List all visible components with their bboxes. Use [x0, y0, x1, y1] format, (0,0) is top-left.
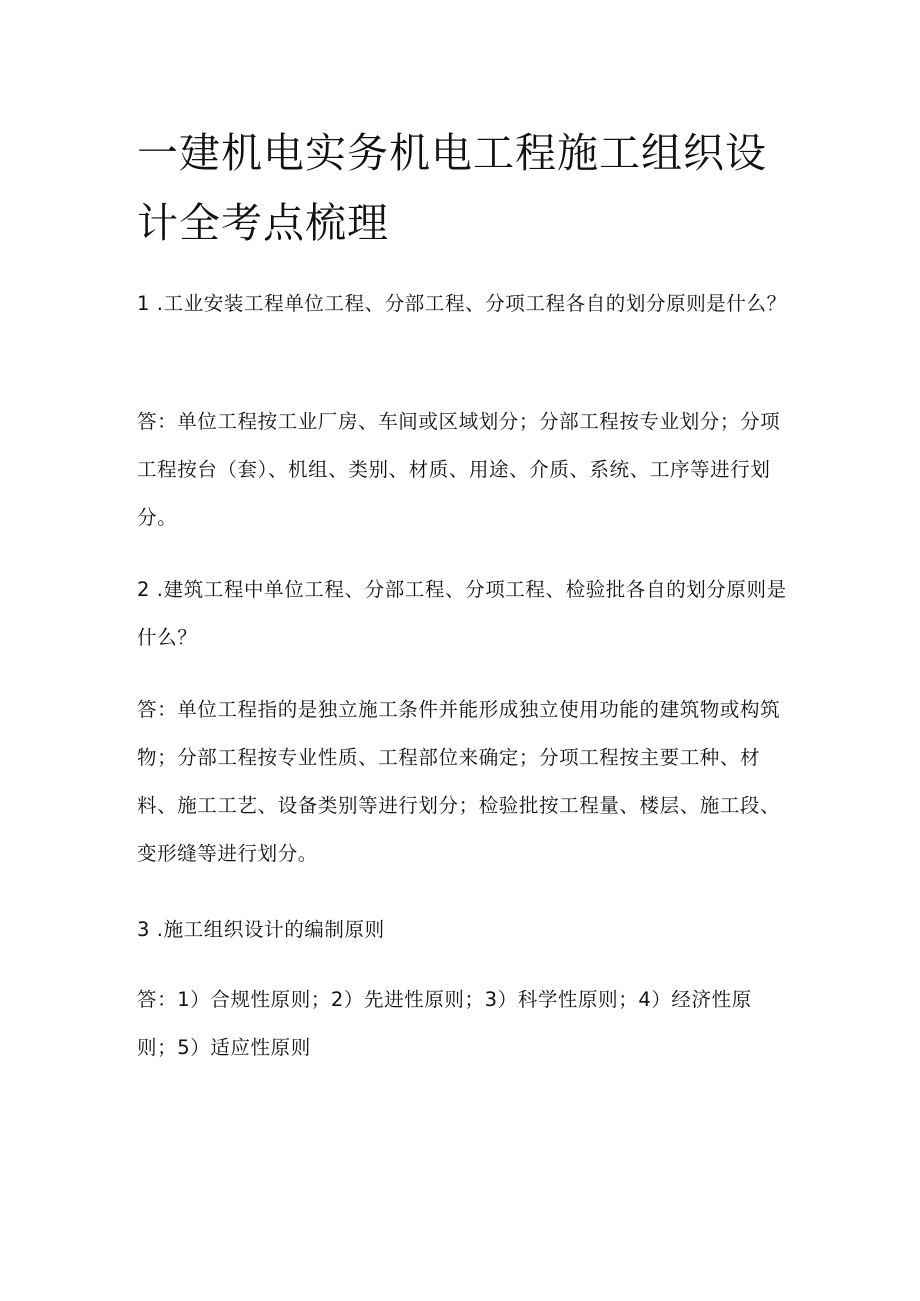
question-1: 1 .工业安装工程单位工程、分部工程、分项工程各自的划分原则是什么？: [137, 292, 787, 315]
answer-1: 答：单位工程按工业厂房、车间或区域划分；分部工程按专业划分；分项工程按台（套）、机组、类别、材质、用途、介质、系统、工序等进行划分。: [137, 410, 781, 529]
answer-2: 答：单位工程指的是独立施工条件并能形成独立使用功能的建筑物或构筑物；分部工程按专业性质、工程部位来确定；分项工程按主要工种、材料、施工工艺、设备类别等进行划分；检验批按工程量、楼层、施工段、变形缝等进行划分。: [137, 698, 781, 865]
question-3: 3 .施工组织设计的编制原则: [137, 918, 385, 941]
question-2: 2 .建筑工程中单位工程、分部工程、分项工程、检验批各自的划分原则是什么？: [137, 578, 787, 649]
answer-3: 答：1）合规性原则；2）先进性原则；3）科学性原则；4）经济性原则；5）适应性原则: [137, 988, 752, 1059]
document-title: 一建机电实务机电工程施工组织设计全考点梳理: [137, 129, 767, 247]
